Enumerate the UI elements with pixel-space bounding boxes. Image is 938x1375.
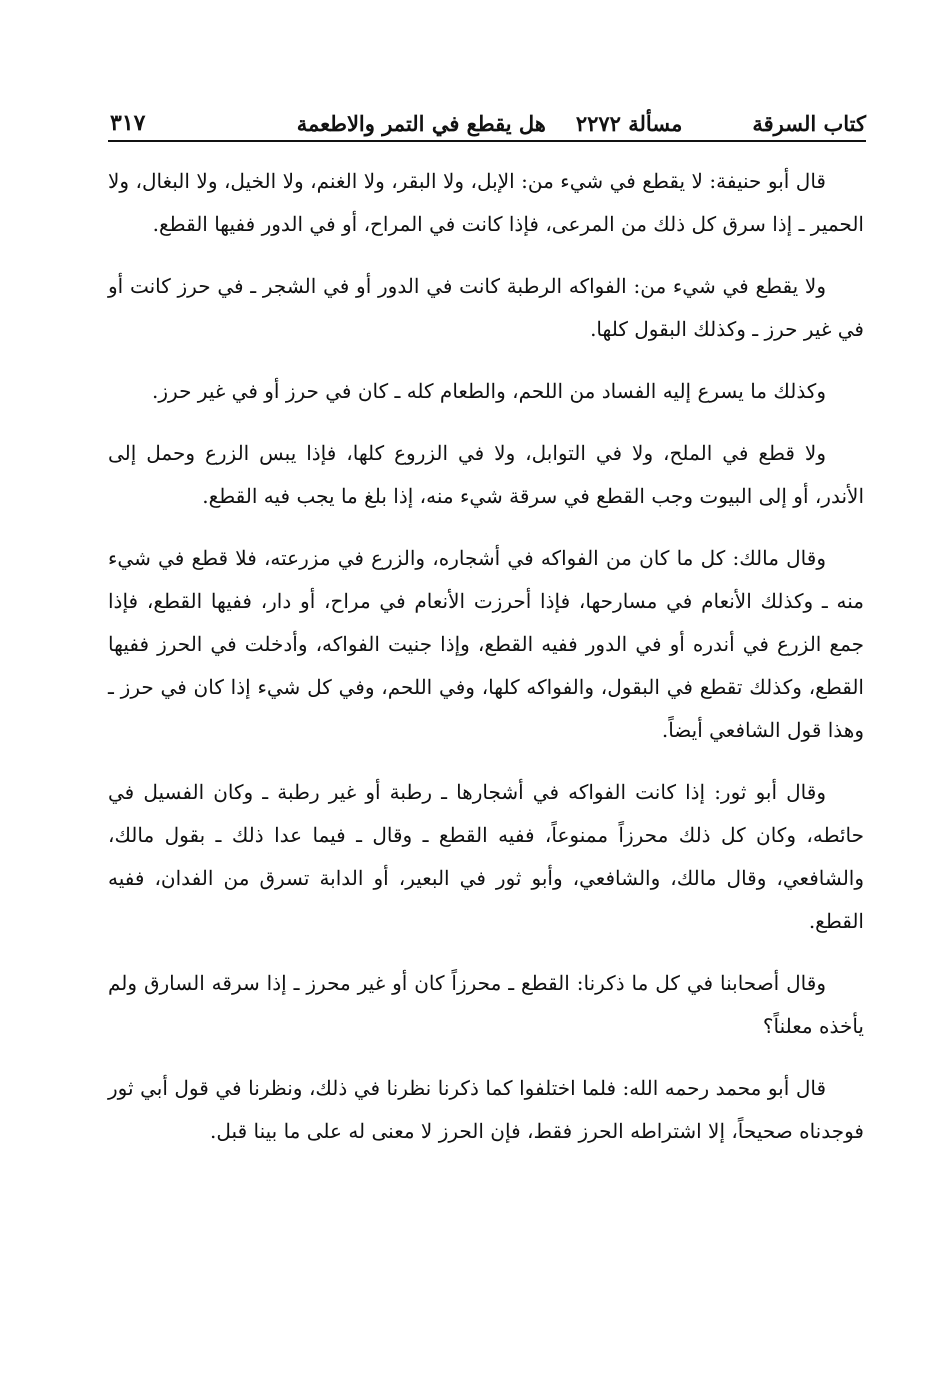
page-body: [108, 160, 864, 1172]
paragraph: قال أبو محمد رحمه الله: فلما اختلفوا كما ذكرنا نظرنا في ذلك، ونظرنا في قول أبي ثور فوجدناه صحيحاً، إلا اشتراطه الحرز فقط، فإن الحرز لا معنى له على ما بينا قبل.: [108, 1076, 864, 1143]
paragraph: قال أبو حنيفة: لا يقطع في شيء من: الإبل، ولا البقر، ولا الغنم، ولا الخيل، ولا البغال، ولا الحمير ـ إذا سرق كل ذلك من المرعى، فإذا كانت في المراح، أو في الدور ففيها القطع.: [108, 169, 864, 236]
paragraph: وقال أبو ثور: إذا كانت الفواكه في أشجارها ـ رطبة أو غير رطبة ـ وكان الفسيل في حائطه، وكان كل ذلك محرزاً ممنوعاً، ففيه القطع ـ وقال ـ فيما عدا ذلك ـ بقول مالك، والشافعي، وقال مالك، والشافعي، وأبو ثور في البعير، أو الدابة تسرق من الفدان، ففيه القطع.: [108, 780, 864, 933]
paragraph: ولا قطع في الملح، ولا في التوابل، ولا في الزروع كلها، فإذا يبس الزرع وحمل إلى الأندر، أو إلى البيوت وجب القطع في سرقة شيء منه، إذا بلغ ما يجب فيه القطع.: [108, 441, 864, 508]
paragraph: ولا يقطع في شيء من: الفواكه الرطبة كانت في الدور أو في الشجر ـ في حرز كانت أو في غير حرز ـ وكذلك البقول كلها.: [108, 274, 864, 341]
header-rule: [108, 140, 866, 142]
issue-title: هل يقطع في التمر والاطعمة: [296, 111, 546, 136]
page-header: [110, 96, 866, 136]
paragraph: وقال مالك: كل ما كان من الفواكه في أشجاره، والزرع في مزرعته، فلا قطع في شيء منه ـ وكذلك الأنعام في مسارحها، فإذا أحرزت الأنعام في مراح، أو دار، ففيها القطع، فإذا جمع الزرع في أندره أو في الدور ففيه القطع، وإذا جنيت الفواكه، وأدخلت في الحرز ففيها القطع، وكذلك تقطع في البقول، والفواكه كلها، وفي اللحم، وفي كل شيء إذا كان في حرز ـ وهذا قول الشافعي أيضاً.: [108, 546, 864, 742]
paragraph: وكذلك ما يسرع إليه الفساد من اللحم، والطعام كله ـ كان في حرز أو في غير حرز.: [152, 379, 826, 403]
paragraph: وقال أصحابنا في كل ما ذكرنا: القطع ـ محرزاً كان أو غير محرز ـ إذا سرقه السارق ولم يأخذه معلناً؟: [108, 971, 864, 1038]
book-title: كتاب السرقة: [752, 111, 866, 136]
page-number: ٣١٧: [110, 110, 146, 136]
issue-number: مسألة ٢٢٧٢: [575, 111, 683, 136]
header-center: [297, 111, 683, 136]
